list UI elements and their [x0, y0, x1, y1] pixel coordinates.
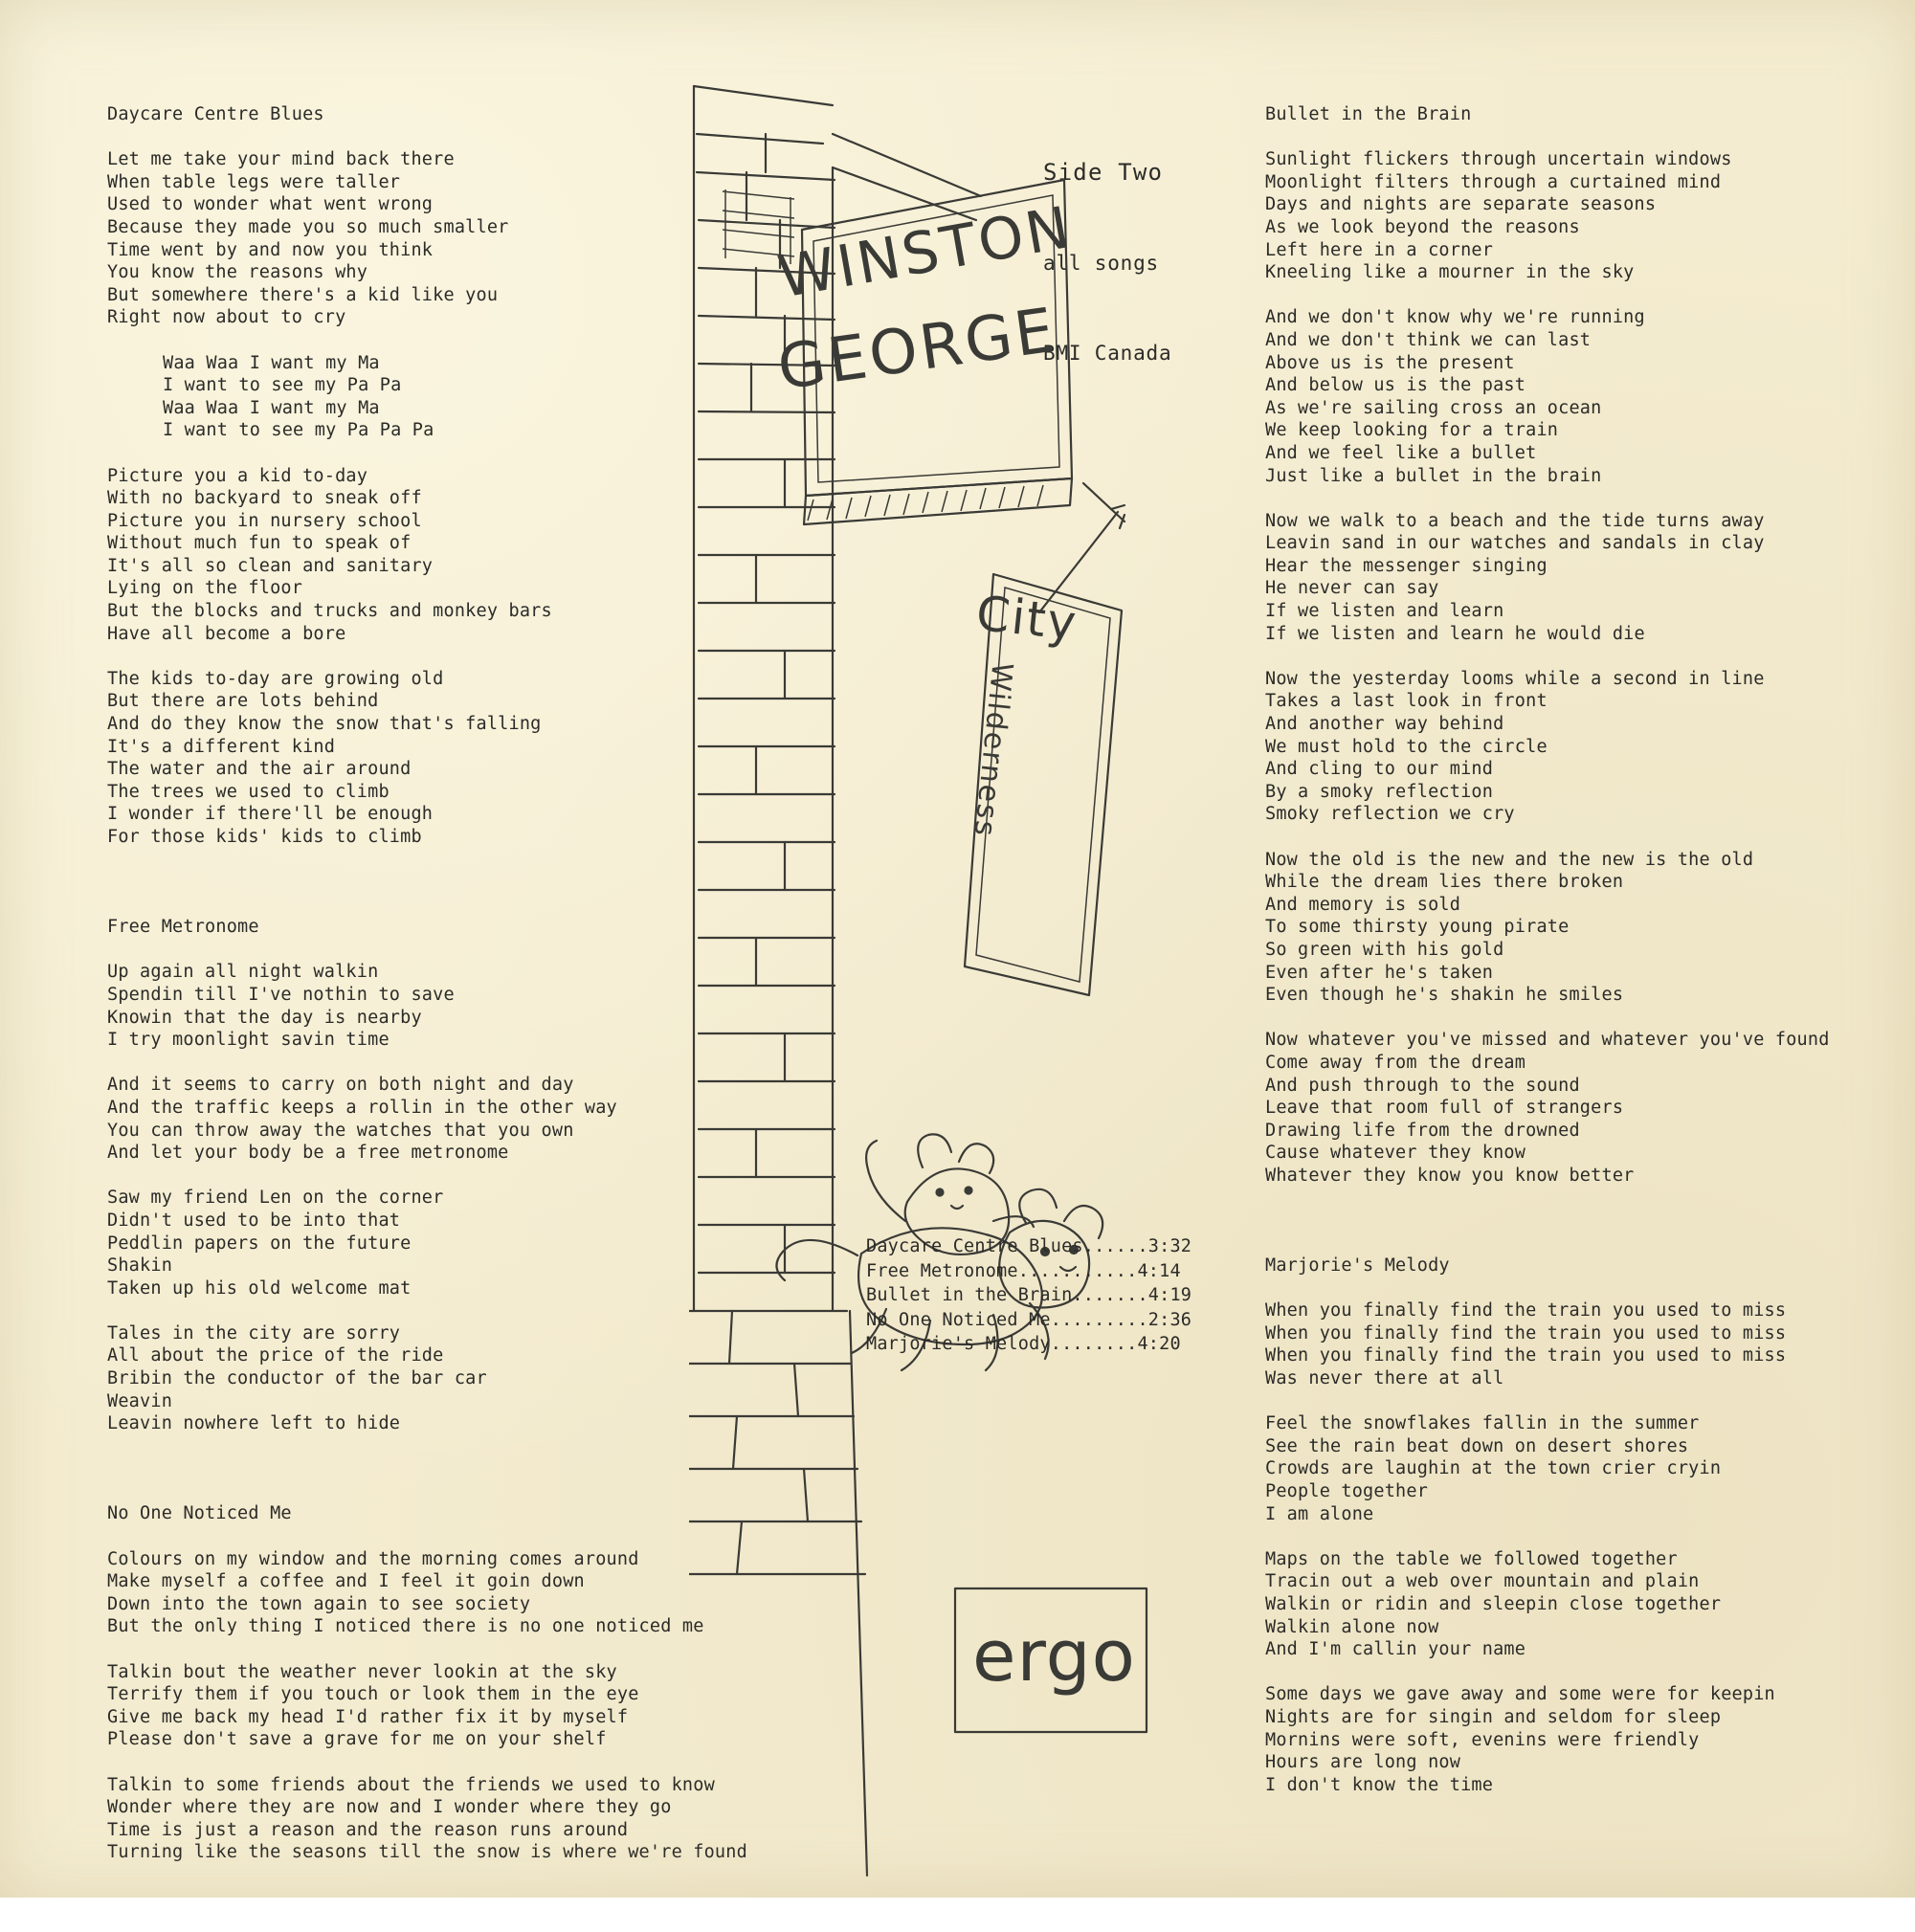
tracklist-row	[866, 1283, 1191, 1308]
lyric-line: Tales in the city are sorry	[107, 1322, 401, 1344]
lyric-line: It's all so clean and sanitary	[107, 555, 434, 576]
right-lyric-column	[1265, 103, 1878, 1864]
lyric-stanza	[1265, 510, 1878, 646]
lyric-line: Takes a last look in front	[1265, 691, 1548, 712]
track-duration: 2:36	[1147, 1309, 1192, 1330]
lyric-line: Hear the messenger singing	[1265, 555, 1548, 576]
lyric-line: If we listen and learn	[1265, 601, 1504, 622]
lyric-line: While the dream lies there broken	[1265, 872, 1624, 893]
lyric-line: The trees we used to climb	[107, 781, 390, 802]
song-title: Bullet in the Brain	[1265, 104, 1472, 124]
track-duration: 3:32	[1147, 1236, 1192, 1256]
song-spacer	[107, 871, 701, 916]
lyric-line: Leavin sand in our watches and sandals in clay	[1265, 533, 1765, 554]
lyric-line: All about the price of the ride	[107, 1345, 444, 1366]
lyric-line: Some days we gave away and some were for keepin	[1265, 1684, 1775, 1705]
lyric-stanza	[107, 668, 701, 849]
tracklist-row	[866, 1259, 1191, 1284]
lyric-line: Crowds are laughin at the town crier cryin	[1265, 1458, 1722, 1479]
lyric-line: And we feel like a bullet	[1265, 442, 1537, 463]
song-title: Free Metronome	[107, 917, 259, 938]
lyric-line: Shakin	[107, 1255, 173, 1277]
lyric-stanza	[1265, 1683, 1878, 1796]
track-dot-leader: .......	[1072, 1285, 1148, 1305]
lyric-line: Feel the snowflakes fallin in the summer	[1265, 1413, 1700, 1434]
lyric-stanza	[107, 465, 701, 646]
lyric-line: Right now about to cry	[107, 307, 346, 328]
lyric-line: Whatever they know you know better	[1265, 1165, 1635, 1186]
tracklist-row	[866, 1332, 1191, 1357]
lyric-line: And cling to our mind	[1265, 759, 1494, 780]
lyric-line: I want to see my Pa Pa Pa	[163, 420, 434, 441]
lyric-line: Come away from the dream	[1265, 1052, 1526, 1073]
tracklist-row	[866, 1308, 1191, 1333]
lyric-line: We must hold to the circle	[1265, 736, 1548, 757]
lyric-line: Just like a bullet in the brain	[1265, 465, 1602, 486]
lyric-line: Tracin out a web over mountain and plain	[1265, 1571, 1700, 1592]
credit-line-2: BMI Canada	[1043, 342, 1172, 365]
lyric-line: I want to see my Pa Pa	[163, 375, 402, 396]
lyric-line: I am alone	[1265, 1503, 1374, 1524]
lyric-line: And let your body be a free metronome	[107, 1143, 509, 1164]
lyric-line: I try moonlight savin time	[107, 1030, 390, 1051]
lyric-line: By a smoky reflection	[1265, 781, 1494, 802]
lyric-line: Down into the town again to see society	[107, 1593, 531, 1614]
sleeve-illustration	[689, 77, 1263, 1885]
lyric-line: Talkin to some friends about the friends we used to know	[107, 1774, 715, 1795]
lyric-line: Give me back my head I'd rather fix it by myself	[107, 1706, 629, 1727]
lyric-line: If we listen and learn he would die	[1265, 623, 1645, 644]
lyric-line: Smoky reflection we cry	[1265, 804, 1515, 825]
lyric-line: And push through to the sound	[1265, 1075, 1580, 1096]
lyric-line: Knowin that the day is nearby	[107, 1007, 422, 1028]
lyric-line: Walkin alone now	[1265, 1616, 1439, 1637]
lyric-line: Now the yesterday looms while a second in line	[1265, 668, 1765, 689]
lyric-line: Make myself a coffee and I feel it goin down	[107, 1571, 585, 1592]
credit-line-1: all songs	[1043, 252, 1159, 275]
street-sign-icon	[802, 180, 1072, 524]
lyric-stanza	[107, 352, 701, 442]
lyric-line: And we don't know why we're running	[1265, 307, 1645, 328]
song-spacer	[1265, 1210, 1878, 1255]
lyric-line: Peddlin papers on the future	[107, 1232, 412, 1254]
lyric-stanza	[107, 148, 701, 329]
tracklist	[866, 1234, 1191, 1357]
side-label: Side Two	[1043, 159, 1164, 186]
lyric-line: It's a different kind	[107, 736, 336, 757]
lyric-line: Picture you a kid to-day	[107, 465, 368, 486]
lyric-line: Up again all night walkin	[107, 962, 379, 983]
post-top-detail-icon	[723, 189, 794, 264]
lyric-line: As we're sailing cross an ocean	[1265, 397, 1602, 418]
lyric-line: Moonlight filters through a curtained mind	[1265, 171, 1722, 192]
track-dot-leader: .........	[1050, 1309, 1148, 1330]
track-duration: 4:20	[1137, 1334, 1181, 1354]
ergo-logo-text: ergo	[972, 1615, 1136, 1698]
lyric-line: Sunlight flickers through uncertain windows	[1265, 149, 1732, 170]
lyric-line: Talkin bout the weather never lookin at the sky	[107, 1661, 617, 1682]
song-spacer	[1265, 1819, 1878, 1864]
lyric-stanza	[1265, 1548, 1878, 1661]
song-spacer	[107, 1887, 701, 1932]
track-name: No One Noticed Me	[866, 1309, 1051, 1330]
lyric-line: Maps on the table we followed together	[1265, 1548, 1678, 1569]
lyric-line: And the traffic keeps a rollin in the other way	[107, 1097, 617, 1118]
lyric-line: Spendin till I've nothin to save	[107, 984, 455, 1005]
sign-arm-icon	[833, 134, 981, 220]
track-dot-leader: ...........	[1017, 1260, 1138, 1281]
center-artwork	[689, 77, 1263, 1885]
lyric-line: Left here in a corner	[1265, 239, 1494, 260]
lyric-line: Because they made you so much smaller	[107, 216, 509, 237]
lyric-stanza	[1265, 306, 1878, 487]
lyric-stanza	[107, 1322, 701, 1435]
hanging-sign-icon	[965, 574, 1122, 995]
lyric-stanza	[107, 961, 701, 1051]
lyric-line: For those kids' kids to climb	[107, 827, 422, 847]
lyric-line: I don't know the time	[1265, 1774, 1494, 1795]
song-block	[1265, 103, 1878, 1255]
lyric-line: Used to wonder what went wrong	[107, 194, 434, 215]
street-sign-line-1: WINSTON	[773, 193, 1078, 312]
song-title: Marjorie's Melody	[1265, 1255, 1450, 1277]
lyric-line: When you finally find the train you used to miss	[1265, 1322, 1787, 1344]
lyric-line: And I'm callin your name	[1265, 1639, 1526, 1660]
lyric-line: As we look beyond the reasons	[1265, 216, 1580, 237]
lyric-line: Even after he's taken	[1265, 962, 1494, 983]
lyric-line: But there are lots behind	[107, 691, 379, 712]
lyric-line: Saw my friend Len on the corner	[107, 1188, 444, 1209]
lyric-stanza	[107, 1187, 701, 1299]
lyric-stanza	[1265, 849, 1878, 1007]
lyric-line: Taken up his old welcome mat	[107, 1277, 412, 1299]
lyric-line: With no backyard to sneak off	[107, 488, 422, 509]
lyric-line: Was never there at all	[1265, 1368, 1504, 1389]
lyric-line: Wonder where they are now and I wonder where they go	[107, 1797, 672, 1818]
lyric-line: So green with his gold	[1265, 939, 1504, 960]
lyric-line: Nights are for singin and seldom for sleep	[1265, 1706, 1722, 1727]
lyric-line: Mornins were soft, evenins were friendly	[1265, 1729, 1700, 1750]
lyric-stanza	[1265, 668, 1878, 826]
lyric-line: Cause whatever they know	[1265, 1143, 1526, 1164]
hanging-sign-line-1: City	[973, 585, 1080, 652]
left-lyric-column	[107, 103, 747, 1932]
lyric-line: Now whatever you've missed and whatever you've found	[1265, 1030, 1830, 1051]
song-block	[107, 916, 701, 1502]
lyric-stanza	[1265, 148, 1878, 284]
lyric-line: Weavin	[107, 1390, 173, 1411]
lyric-line: But somewhere there's a kid like you	[107, 284, 499, 305]
lyric-line: To some thirsty young pirate	[1265, 917, 1570, 938]
lyric-line: We keep looking for a train	[1265, 420, 1559, 441]
lyric-line: Leave that room full of strangers	[1265, 1098, 1624, 1119]
lyric-line: Colours on my window and the morning comes around	[107, 1548, 639, 1569]
lyric-line: And memory is sold	[1265, 894, 1461, 915]
lyric-line: Kneeling like a mourner in the sky	[1265, 262, 1635, 283]
lyric-line: Now the old is the new and the new is the old	[1265, 849, 1754, 870]
hanging-bracket-icon	[1039, 483, 1125, 612]
lyric-line: Leavin nowhere left to hide	[107, 1413, 401, 1434]
lyric-line: And it seems to carry on both night and day	[107, 1075, 574, 1096]
lyric-stanza	[107, 1774, 747, 1864]
lyric-line: When you finally find the train you used to miss	[1265, 1345, 1787, 1366]
song-block	[107, 103, 701, 916]
track-duration: 4:19	[1147, 1285, 1192, 1305]
lyric-stanza	[107, 1661, 701, 1751]
lyric-line: And we don't think we can last	[1265, 329, 1592, 350]
lyric-line: When table legs were taller	[107, 171, 401, 192]
lyric-line: Waa Waa I want my Ma	[163, 397, 380, 418]
song-block	[107, 1502, 747, 1931]
lyric-line: Now we walk to a beach and the tide turns away	[1265, 510, 1765, 531]
lyric-line: Bribin the conductor of the bar car	[107, 1368, 487, 1389]
ergo-logo-icon	[955, 1588, 1147, 1732]
brick-post-icon	[689, 86, 867, 1876]
track-name: Marjorie's Melody	[866, 1334, 1051, 1354]
lyric-line: Even though he's shakin he smiles	[1265, 985, 1624, 1006]
track-name: Free Metronome	[866, 1260, 1018, 1281]
song-block	[1265, 1255, 1878, 1864]
street-sign-line-2: GEORGE	[773, 295, 1061, 405]
lyric-line: People together	[1265, 1481, 1429, 1502]
lyric-line: Turning like the seasons till the snow is where we're found	[107, 1842, 747, 1863]
lyric-line: I wonder if there'll be enough	[107, 804, 434, 825]
tracklist-row	[866, 1234, 1191, 1259]
lyric-line: But the blocks and trucks and monkey bars	[107, 601, 552, 622]
lyric-line: Have all become a bore	[107, 623, 346, 644]
track-dot-leader: ......	[1082, 1236, 1148, 1256]
lyric-line: But the only thing I noticed there is no one noticed me	[107, 1616, 704, 1637]
lyric-line: And below us is the past	[1265, 375, 1526, 396]
lyric-line: You can throw away the watches that you own	[107, 1120, 574, 1141]
lyric-line: The water and the air around	[107, 759, 412, 780]
lyric-line: Please don't save a grave for me on your shelf	[107, 1729, 607, 1750]
lyric-line: Lying on the floor	[107, 578, 303, 599]
track-name: Bullet in the Brain	[866, 1285, 1073, 1305]
lyric-stanza	[1265, 1412, 1878, 1525]
song-title: No One Noticed Me	[107, 1503, 292, 1524]
lyric-stanza	[1265, 1029, 1878, 1187]
lyric-line: Let me take your mind back there	[107, 149, 455, 170]
song-spacer	[107, 1457, 701, 1502]
lyric-line: Hours are long now	[1265, 1752, 1461, 1773]
track-duration: 4:14	[1137, 1260, 1181, 1281]
hanging-sign-line-2: Wilderness	[967, 660, 1019, 840]
lyric-line: Without much fun to speak of	[107, 533, 412, 554]
lyric-line: Terrify them if you touch or look them in the eye	[107, 1684, 639, 1705]
lyric-line: When you finally find the train you used to miss	[1265, 1300, 1787, 1321]
track-name: Daycare Centre Blues	[866, 1236, 1083, 1256]
lyric-line: Picture you in nursery school	[107, 510, 422, 531]
lyric-stanza	[107, 1074, 701, 1164]
lyric-line: And do they know the snow that's falling	[107, 714, 542, 735]
lyric-line: Above us is the present	[1265, 352, 1515, 373]
lyric-line: Walkin or ridin and sleepin close together	[1265, 1594, 1722, 1614]
lyric-line: The kids to-day are growing old	[107, 668, 444, 689]
track-dot-leader: ........	[1050, 1334, 1138, 1354]
lyric-line: Days and nights are separate seasons	[1265, 194, 1657, 215]
lyric-line: Waa Waa I want my Ma	[163, 352, 380, 373]
lyric-line: He never can say	[1265, 578, 1439, 599]
lyric-line: Didn't used to be into that	[107, 1210, 401, 1231]
lyric-line: And another way behind	[1265, 714, 1504, 735]
lyric-line: See the rain beat down on desert shores	[1265, 1435, 1689, 1456]
song-title: Daycare Centre Blues	[107, 104, 324, 124]
lyric-stanza	[1265, 1299, 1878, 1389]
lyric-line: Time went by and now you think	[107, 239, 434, 260]
lyric-line: Drawing life from the drowned	[1265, 1120, 1580, 1141]
lyric-line: You know the reasons why	[107, 262, 368, 283]
lyric-stanza	[107, 1548, 704, 1638]
lyric-line: Time is just a reason and the reason runs around	[107, 1819, 629, 1840]
